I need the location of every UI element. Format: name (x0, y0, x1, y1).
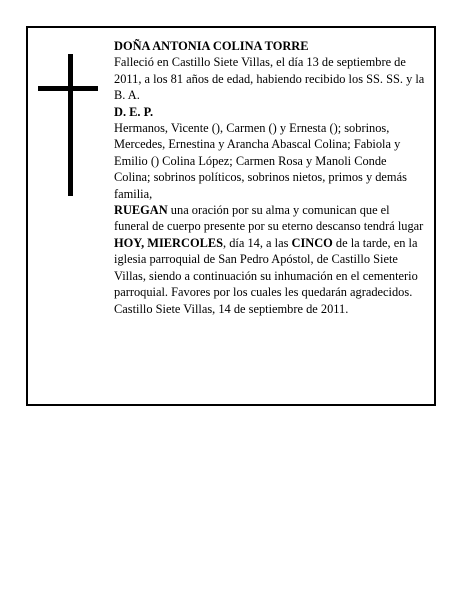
obituary-frame (26, 26, 436, 406)
ruegan-word: RUEGAN (114, 203, 168, 218)
funeral-request (114, 202, 426, 300)
request-text-3: de la tarde, en la iglesia parroquial de San Pedro Apóstol, de Castillo Siete Villas, siendo a continuación su inhumación en el cementerio parroquial. Favores por los cuales les quedarán agradecidos. (114, 235, 418, 300)
cross-icon (28, 28, 29, 29)
rip-line: D. E. P. (114, 104, 154, 119)
family-list: Hermanos, Vicente (), Carmen () y Ernesta (); sobrinos, Mercedes, Ernestina y Arancha Abascal Colina; Fabiola y Emilio () Colina López; Carmen Rosa y Manoli Conde Colina; sobrinos políticos, sobrinos nietos, primos y demás familia, (114, 121, 407, 201)
obituary-text (114, 38, 426, 317)
request-text-1: una oración por su alma y comunican que el funeral de cuerpo presente por su eterno descanso tendrá lugar (114, 203, 424, 234)
deceased-name: DOÑA ANTONIA COLINA TORRE (114, 39, 309, 53)
funeral-day: HOY, MIERCOLES (114, 235, 224, 250)
request-text-2: , día 14, a las (223, 235, 292, 250)
cross-horizontal-bar (38, 86, 98, 91)
funeral-hour: CINCO (291, 235, 333, 250)
cross-vertical-bar (68, 54, 73, 196)
place-date: Castillo Siete Villas, 14 de septiembre de 2011. (114, 301, 349, 316)
death-notice: Falleció en Castillo Siete Villas, el día 13 de septiembre de 2011, a los 81 años de edad, habiendo recibido los SS. SS. y la B. A. (114, 55, 425, 103)
